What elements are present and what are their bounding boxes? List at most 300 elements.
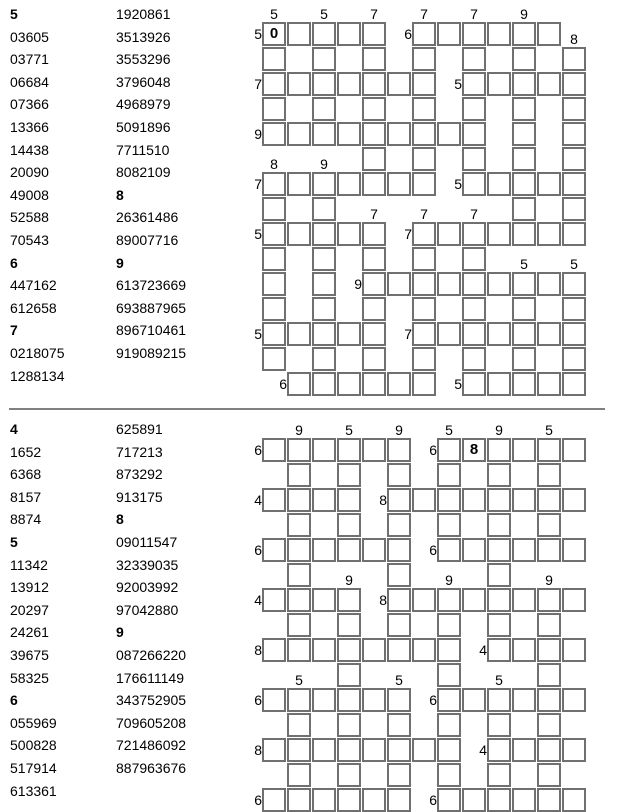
grid-cell[interactable] [462, 122, 486, 146]
grid-cell[interactable] [312, 322, 336, 346]
grid-cell[interactable] [362, 438, 386, 462]
grid-cell[interactable] [537, 372, 561, 396]
grid-cell[interactable] [387, 563, 411, 587]
grid-cell[interactable] [387, 372, 411, 396]
grid-cell[interactable] [312, 688, 336, 712]
grid-cell[interactable] [412, 738, 436, 762]
grid-cell[interactable] [362, 688, 386, 712]
grid-cell[interactable] [462, 588, 486, 612]
grid-cell[interactable] [462, 247, 486, 271]
grid-cell[interactable] [487, 538, 511, 562]
grid-cell[interactable] [412, 247, 436, 271]
word-entry: 612658 [10, 299, 57, 316]
grid-cell[interactable] [537, 222, 561, 246]
grid-cell[interactable] [337, 638, 361, 662]
grid-cell[interactable] [387, 72, 411, 96]
grid-cell[interactable] [512, 222, 536, 246]
grid-cell[interactable] [437, 713, 461, 737]
grid-cell[interactable] [412, 347, 436, 371]
grid-cell[interactable] [337, 438, 361, 462]
grid-cell[interactable] [337, 588, 361, 612]
grid-cell[interactable] [462, 688, 486, 712]
grid-cell[interactable] [512, 738, 536, 762]
grid-cell[interactable] [312, 247, 336, 271]
grid-cell[interactable] [287, 438, 311, 462]
grid-cell[interactable] [487, 738, 511, 762]
grid-cell[interactable] [512, 197, 536, 221]
grid-cell[interactable] [512, 22, 536, 46]
grid-cell[interactable] [462, 272, 486, 296]
grid-cell[interactable] [412, 322, 436, 346]
grid-cell[interactable] [562, 72, 586, 96]
grid-cell[interactable] [562, 688, 586, 712]
word-entry: 517914 [10, 759, 57, 776]
grid-cell[interactable] [387, 638, 411, 662]
grid-cell[interactable] [537, 513, 561, 537]
grid-cell[interactable] [562, 322, 586, 346]
grid-cell[interactable] [562, 438, 586, 462]
grid-cell[interactable] [362, 638, 386, 662]
grid-cell[interactable] [337, 538, 361, 562]
grid-cell[interactable] [487, 763, 511, 787]
grid-cell[interactable] [337, 713, 361, 737]
grid-cell[interactable] [562, 197, 586, 221]
grid-cell[interactable] [337, 463, 361, 487]
grid-cell[interactable] [512, 172, 536, 196]
grid-cell[interactable] [437, 588, 461, 612]
grid-cell[interactable] [537, 538, 561, 562]
grid-cell[interactable] [437, 663, 461, 687]
grid-cell[interactable] [312, 172, 336, 196]
grid-cell[interactable] [362, 97, 386, 121]
grid-cell[interactable] [287, 372, 311, 396]
grid-cell[interactable] [512, 347, 536, 371]
grid-cell[interactable] [287, 22, 311, 46]
grid-cell[interactable] [462, 72, 486, 96]
grid-cell[interactable] [262, 438, 286, 462]
down-clue-length: 5 [570, 256, 578, 272]
grid-cell[interactable] [462, 147, 486, 171]
across-clue-length: 9 [254, 126, 262, 142]
grid-cell[interactable] [337, 763, 361, 787]
grid-cell[interactable] [287, 122, 311, 146]
grid-cell[interactable] [437, 513, 461, 537]
grid-cell[interactable] [262, 47, 286, 71]
grid-cell[interactable] [487, 172, 511, 196]
grid-cell[interactable] [412, 272, 436, 296]
grid-cell[interactable] [262, 588, 286, 612]
grid-cell[interactable] [512, 638, 536, 662]
grid-cell[interactable] [562, 738, 586, 762]
down-clue-length: 5 [495, 672, 503, 688]
grid-cell[interactable] [562, 97, 586, 121]
grid-cell[interactable] [362, 72, 386, 96]
word-entry: 24261 [10, 624, 49, 641]
grid-cell[interactable]: 8 [462, 438, 486, 462]
grid-cell[interactable] [487, 463, 511, 487]
grid-cell[interactable] [437, 738, 461, 762]
grid-cell[interactable] [537, 322, 561, 346]
grid-cell[interactable] [387, 738, 411, 762]
word-entry: 087266220 [116, 646, 187, 663]
grid-cell[interactable] [387, 688, 411, 712]
grid-cell[interactable] [337, 372, 361, 396]
grid-cell[interactable] [337, 72, 361, 96]
word-entry: 26361486 [116, 209, 179, 226]
grid-cell[interactable] [362, 147, 386, 171]
grid-cell[interactable] [437, 122, 461, 146]
grid-cell[interactable] [537, 738, 561, 762]
grid-cell[interactable] [337, 688, 361, 712]
grid-cell[interactable] [262, 197, 286, 221]
grid-cell[interactable] [512, 588, 536, 612]
grid-cell[interactable] [362, 372, 386, 396]
grid-cell[interactable] [512, 438, 536, 462]
grid-cell[interactable] [262, 297, 286, 321]
grid-cell[interactable] [487, 322, 511, 346]
grid-cell[interactable] [312, 122, 336, 146]
grid-cell[interactable] [562, 272, 586, 296]
grid-cell[interactable] [287, 563, 311, 587]
grid-cell[interactable] [512, 272, 536, 296]
grid-cell[interactable] [362, 738, 386, 762]
grid-cell[interactable] [512, 97, 536, 121]
grid-cell[interactable] [287, 738, 311, 762]
grid-cell[interactable] [487, 72, 511, 96]
grid-cell[interactable] [387, 713, 411, 737]
grid-cell[interactable] [262, 172, 286, 196]
grid-cell[interactable] [362, 538, 386, 562]
grid-cell[interactable] [412, 22, 436, 46]
grid-cell[interactable] [412, 72, 436, 96]
grid-cell[interactable] [362, 22, 386, 46]
grid-cell[interactable] [362, 322, 386, 346]
grid-cell[interactable] [562, 222, 586, 246]
down-clue-length: 9 [320, 156, 328, 172]
grid-cell[interactable] [287, 222, 311, 246]
grid-cell[interactable] [462, 347, 486, 371]
across-clue-length: 6 [429, 542, 437, 558]
grid-cell[interactable] [312, 297, 336, 321]
grid-cell[interactable] [387, 438, 411, 462]
grid-cell[interactable] [387, 172, 411, 196]
grid-cell[interactable] [412, 488, 436, 512]
grid-cell[interactable] [487, 222, 511, 246]
grid-cell[interactable] [487, 588, 511, 612]
down-clue-length: 8 [570, 31, 578, 47]
grid-cell[interactable] [537, 613, 561, 637]
grid-cell[interactable] [337, 122, 361, 146]
grid-cell[interactable] [562, 147, 586, 171]
grid-cell[interactable] [312, 438, 336, 462]
across-clue-length: 5 [254, 326, 262, 342]
grid-cell[interactable] [337, 788, 361, 812]
grid-cell[interactable] [487, 438, 511, 462]
grid-cell[interactable] [262, 122, 286, 146]
grid-cell[interactable] [412, 588, 436, 612]
grid-cell[interactable] [487, 272, 511, 296]
grid-cell[interactable] [412, 172, 436, 196]
grid-cell[interactable] [537, 488, 561, 512]
grid-cell[interactable] [487, 788, 511, 812]
grid-cell[interactable] [337, 738, 361, 762]
grid-cell[interactable] [287, 538, 311, 562]
grid-cell[interactable] [362, 122, 386, 146]
grid-cell[interactable] [437, 613, 461, 637]
grid-cell[interactable] [462, 322, 486, 346]
grid-cell[interactable] [262, 738, 286, 762]
grid-cell[interactable]: 0 [262, 22, 286, 46]
grid-cell[interactable] [512, 372, 536, 396]
word-entry: 887963676 [116, 759, 187, 776]
grid-cell[interactable] [312, 638, 336, 662]
grid-cell[interactable] [362, 297, 386, 321]
grid-cell[interactable] [537, 638, 561, 662]
grid-cell[interactable] [362, 788, 386, 812]
grid-cell[interactable] [562, 347, 586, 371]
grid-cell[interactable] [462, 47, 486, 71]
grid-cell[interactable] [262, 322, 286, 346]
grid-cell[interactable] [312, 22, 336, 46]
grid-cell[interactable] [562, 488, 586, 512]
grid-cell[interactable] [312, 272, 336, 296]
grid-cell[interactable] [537, 763, 561, 787]
grid-cell[interactable] [462, 297, 486, 321]
grid-cell[interactable] [537, 713, 561, 737]
grid-cell[interactable] [312, 97, 336, 121]
down-clue-length: 9 [295, 422, 303, 438]
down-clue-length: 9 [520, 6, 528, 22]
grid-cell[interactable] [437, 22, 461, 46]
grid-cell[interactable] [562, 538, 586, 562]
grid-cell[interactable] [387, 272, 411, 296]
grid-cell[interactable] [437, 763, 461, 787]
grid-cell[interactable] [312, 538, 336, 562]
grid-cell[interactable] [462, 22, 486, 46]
grid-cell[interactable] [312, 197, 336, 221]
grid-cell[interactable] [512, 122, 536, 146]
grid-cell[interactable] [437, 322, 461, 346]
grid-cell[interactable] [462, 538, 486, 562]
grid-cell[interactable] [537, 72, 561, 96]
grid-cell[interactable] [462, 97, 486, 121]
grid-cell[interactable] [362, 47, 386, 71]
grid-cell[interactable] [362, 272, 386, 296]
grid-cell[interactable] [512, 47, 536, 71]
grid-cell[interactable] [312, 72, 336, 96]
grid-cell[interactable] [262, 488, 286, 512]
grid-cell[interactable] [387, 788, 411, 812]
grid-cell[interactable] [412, 297, 436, 321]
grid-cell[interactable] [387, 122, 411, 146]
grid-cell[interactable] [512, 788, 536, 812]
grid-cell[interactable] [462, 172, 486, 196]
grid-cell[interactable] [562, 172, 586, 196]
grid-cell[interactable] [287, 788, 311, 812]
across-clue-length: 4 [479, 642, 487, 658]
grid-cell[interactable] [387, 763, 411, 787]
grid-cell[interactable] [287, 322, 311, 346]
grid-cell[interactable] [312, 588, 336, 612]
grid-cell[interactable] [262, 538, 286, 562]
grid-cell[interactable] [512, 297, 536, 321]
grid-cell[interactable] [337, 222, 361, 246]
grid-cell[interactable] [387, 488, 411, 512]
grid-cell[interactable] [562, 788, 586, 812]
down-clue-length: 8 [270, 156, 278, 172]
grid-cell[interactable] [262, 788, 286, 812]
grid-cell[interactable] [562, 47, 586, 71]
grid-cell[interactable] [387, 538, 411, 562]
grid-cell[interactable] [412, 97, 436, 121]
grid-cell[interactable] [537, 438, 561, 462]
grid-cell[interactable] [262, 222, 286, 246]
grid-cell[interactable] [337, 513, 361, 537]
grid-cell[interactable] [487, 688, 511, 712]
word-list-column-2 [116, 3, 186, 365]
grid-cell[interactable] [512, 322, 536, 346]
grid-cell[interactable] [262, 97, 286, 121]
grid-cell[interactable] [487, 22, 511, 46]
grid-cell[interactable] [337, 488, 361, 512]
grid-cell[interactable] [437, 222, 461, 246]
grid-cell[interactable] [312, 347, 336, 371]
grid-cell[interactable] [437, 272, 461, 296]
grid-cell[interactable] [462, 222, 486, 246]
grid-cell[interactable] [412, 147, 436, 171]
grid-cell[interactable] [537, 272, 561, 296]
grid-cell[interactable] [387, 588, 411, 612]
grid-cell[interactable] [337, 22, 361, 46]
across-clue-length: 7 [254, 176, 262, 192]
grid-cell[interactable] [537, 688, 561, 712]
grid-cell[interactable] [412, 638, 436, 662]
grid-cell[interactable] [287, 72, 311, 96]
word-entry: 896710461 [116, 322, 187, 339]
grid-cell[interactable] [562, 297, 586, 321]
grid-cell[interactable] [262, 347, 286, 371]
grid-cell[interactable] [387, 463, 411, 487]
word-entry: 709605208 [116, 714, 187, 731]
grid-cell[interactable] [412, 372, 436, 396]
grid-cell[interactable] [537, 22, 561, 46]
grid-cell[interactable] [412, 222, 436, 246]
grid-cell[interactable] [487, 563, 511, 587]
grid-cell[interactable] [262, 72, 286, 96]
grid-cell[interactable] [287, 513, 311, 537]
grid-cell[interactable] [437, 438, 461, 462]
grid-cell[interactable] [487, 488, 511, 512]
across-clue-length: 8 [379, 592, 387, 608]
word-entry: 13366 [10, 118, 49, 135]
grid-cell[interactable] [487, 713, 511, 737]
across-clue-length: 8 [254, 742, 262, 758]
grid-cell[interactable] [362, 222, 386, 246]
grid-cell[interactable] [412, 122, 436, 146]
grid-cell[interactable] [287, 613, 311, 637]
grid-cell[interactable] [512, 488, 536, 512]
grid-cell[interactable] [287, 763, 311, 787]
grid-cell[interactable] [437, 638, 461, 662]
grid-cell[interactable] [562, 122, 586, 146]
grid-cell[interactable] [287, 638, 311, 662]
down-clue-length: 7 [370, 6, 378, 22]
grid-cell[interactable] [437, 463, 461, 487]
grid-cell[interactable] [262, 688, 286, 712]
grid-cell[interactable] [287, 713, 311, 737]
grid-cell[interactable] [437, 688, 461, 712]
grid-cell[interactable] [562, 638, 586, 662]
grid-cell[interactable] [362, 247, 386, 271]
grid-cell[interactable] [512, 72, 536, 96]
grid-cell[interactable] [562, 588, 586, 612]
grid-cell[interactable] [287, 488, 311, 512]
grid-cell[interactable] [387, 513, 411, 537]
grid-cell[interactable] [487, 613, 511, 637]
word-entry: 97042880 [116, 601, 179, 618]
grid-cell[interactable] [362, 347, 386, 371]
grid-cell[interactable] [437, 788, 461, 812]
grid-cell[interactable] [312, 788, 336, 812]
grid-cell[interactable] [462, 488, 486, 512]
grid-cell[interactable] [512, 147, 536, 171]
grid-cell[interactable] [287, 463, 311, 487]
grid-cell[interactable] [537, 663, 561, 687]
grid-cell[interactable] [462, 788, 486, 812]
grid-cell[interactable] [537, 463, 561, 487]
grid-cell[interactable] [337, 322, 361, 346]
grid-cell[interactable] [562, 372, 586, 396]
grid-cell[interactable] [487, 513, 511, 537]
grid-cell[interactable] [337, 613, 361, 637]
grid-cell[interactable] [537, 788, 561, 812]
grid-cell[interactable] [412, 47, 436, 71]
grid-cell[interactable] [312, 488, 336, 512]
grid-cell[interactable] [512, 538, 536, 562]
grid-cell[interactable] [262, 638, 286, 662]
word-entry: 11342 [10, 556, 48, 573]
grid-cell[interactable] [337, 663, 361, 687]
length-heading: 6 [10, 254, 18, 271]
word-entry: 500828 [10, 737, 57, 754]
grid-cell[interactable] [512, 688, 536, 712]
down-clue-length: 9 [445, 572, 453, 588]
grid-cell[interactable] [312, 738, 336, 762]
grid-cell[interactable] [387, 613, 411, 637]
grid-cell[interactable] [362, 172, 386, 196]
grid-cell[interactable] [437, 538, 461, 562]
grid-cell[interactable] [462, 372, 486, 396]
grid-cell[interactable] [287, 588, 311, 612]
grid-cell[interactable] [487, 638, 511, 662]
word-entry: 8082109 [116, 164, 171, 181]
grid-cell[interactable] [287, 688, 311, 712]
grid-cell[interactable] [312, 222, 336, 246]
word-entry: 717213 [116, 443, 163, 460]
word-list-column-1 [10, 418, 57, 802]
length-heading: 8 [116, 186, 124, 203]
grid-cell[interactable] [312, 372, 336, 396]
grid-cell[interactable] [487, 372, 511, 396]
grid-cell[interactable] [312, 47, 336, 71]
grid-cell[interactable] [437, 488, 461, 512]
grid-cell[interactable] [262, 247, 286, 271]
grid-cell[interactable] [287, 172, 311, 196]
grid-cell[interactable] [262, 272, 286, 296]
grid-cell[interactable] [537, 588, 561, 612]
grid-cell[interactable] [537, 172, 561, 196]
grid-cell[interactable] [337, 172, 361, 196]
